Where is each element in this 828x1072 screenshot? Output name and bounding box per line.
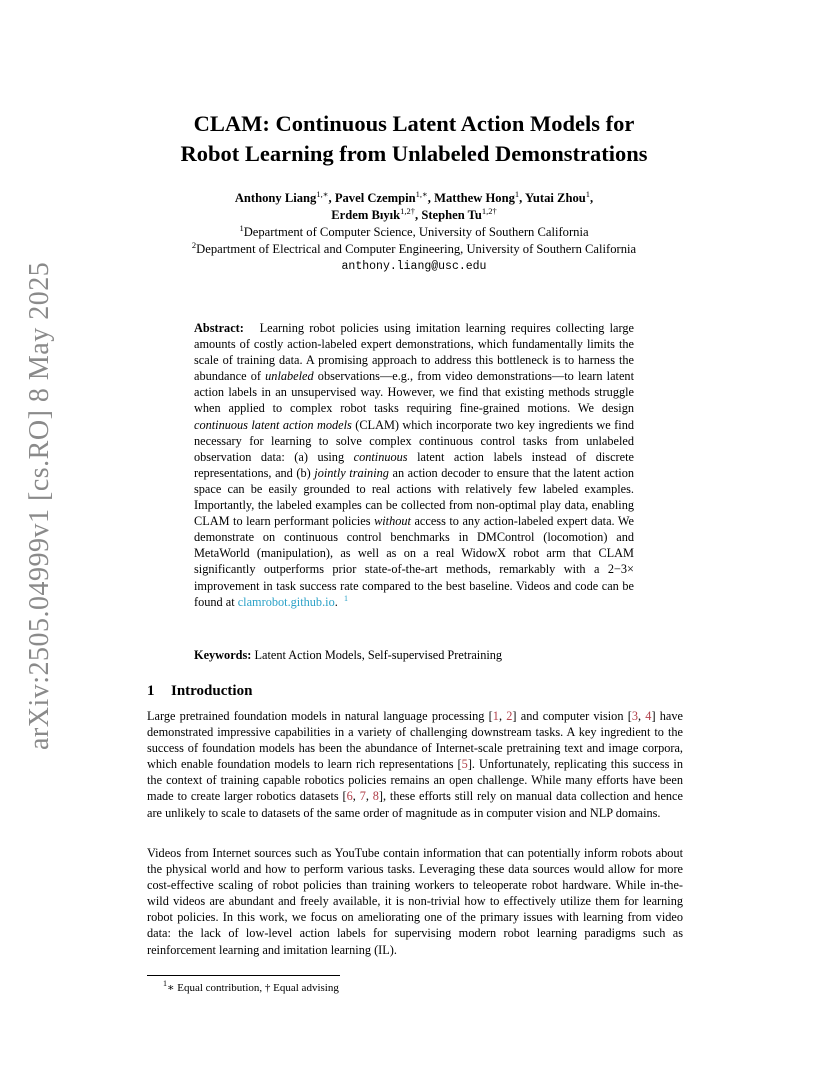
- keywords-text: Latent Action Models, Self-supervised Pretraining: [254, 648, 503, 662]
- citation-link[interactable]: 5: [461, 757, 468, 772]
- author-name: Yutai Zhou: [524, 191, 586, 205]
- author-name: Matthew Hong: [434, 191, 515, 205]
- title-line-2: Robot Learning from Unlabeled Demonstrations: [180, 141, 648, 166]
- author-block: [0, 190, 828, 275]
- paper-title: [0, 109, 828, 169]
- citation-link[interactable]: 2: [506, 709, 513, 723]
- author-affil-mark: 1: [514, 189, 520, 199]
- footnote-number: 1: [163, 979, 167, 988]
- title-line-1: CLAM: Continuous Latent Action Models for: [193, 111, 635, 136]
- author-affil-mark: 1,2†: [400, 206, 416, 216]
- footnote-marker[interactable]: 1: [343, 593, 348, 603]
- citation-link[interactable]: 6: [346, 789, 353, 804]
- citation-link[interactable]: 3: [631, 709, 638, 723]
- citation-link[interactable]: 8: [372, 789, 379, 804]
- author-name: Pavel Czempin: [334, 191, 416, 205]
- intro-paragraph-1: Large pretrained foundation models in natural language processing [1, 2] and computer vision [3, 4] have demonstrated impressive capabilities in a variety of challenging downstream tasks. A key ingredient to the success of foundation models has been the abundance of Internet-scale pretraining text and image corpora, which enable foundation models to learn rich representations [5]. Unfortunately, replicating this success in the context of training capable robotics policies remains an open challenge. While many efforts have been made to create larger robotics datasets [6, 7, 8], these efforts still rely on manual data collection and hence are unlikely to scale to datasets of the same order of magnitude as in computer vision and NLP domains.: [147, 709, 683, 820]
- citation-link[interactable]: 7: [359, 789, 366, 804]
- abstract-label: Abstract:: [194, 321, 244, 335]
- section-heading: [147, 683, 252, 700]
- author-names-line-2: Erdem Bıyık$^{1,2\dagger}$, Stephen $Tu^{1,2\dagger}$: [331, 206, 497, 222]
- keywords-label: Keywords:: [194, 648, 252, 662]
- author-affil-mark: 1,∗: [415, 189, 428, 199]
- section-title: Introduction: [171, 683, 253, 699]
- footnote-divider: [147, 975, 340, 976]
- author-name: Anthony Liang: [234, 191, 317, 205]
- contact-email: anthony.liang@usc.edu: [341, 260, 487, 273]
- citation-link[interactable]: 1: [492, 709, 499, 723]
- intro-paragraph-2: Videos from Internet sources such as YouTube contain information that can potentially inform robots about the physical world and how to perform various tasks. Leveraging these data sources would allow for more cost-effective scaling of robot policies than training workers to teleoperate robot hardware. While in-the-wild videos are abundant and freely available, it is non-trivial how to effectively utilize them for learning robot policies. In this work, we focus on ameliorating one of the primary issues with learning from video data: the lack of low-level action labels for supervising modern robot learning paradigms such as reinforcement learning and imitation learning (IL).: [147, 846, 683, 957]
- citation-link[interactable]: 4: [645, 709, 652, 723]
- footnote-text: ∗ Equal contribution, † Equal advising: [167, 982, 339, 994]
- author-affil-mark: 1,∗: [316, 189, 329, 199]
- affiliation-2: $^2$Department of Electrical and Computer Engineering, University of Southern California: [191, 240, 637, 256]
- arxiv-identifier: arXiv:2505.04999v1 [cs.RO] 8 May 2025: [24, 261, 55, 750]
- section-number: 1: [147, 683, 155, 699]
- keywords: [194, 647, 634, 663]
- author-names-line-1: Anthony Liang$^{1,∗}$, Pavel Czempin$^{1,∗}$, Matthew Hong$^1$, Yutai Zhou$^1$,: [234, 189, 594, 205]
- author-affil-mark: 1: [585, 189, 591, 199]
- affiliation-1: $^1$Department of Computer Science, University of Southern California: [239, 223, 589, 239]
- project-website-link[interactable]: clamrobot.github.io: [237, 594, 335, 609]
- author-affil-mark: 1,2†: [481, 206, 497, 216]
- abstract: Abstract: Learning robot policies using imitation learning requires collecting large amounts of costly action-labeled expert demonstrations, which fundamentally limits the scale of training data. A promising approach to address this bottleneck is to harness the abundance of unlabeled observations—e.g., from video demonstrations—to learn latent action labels in an unsupervised way. However, we find that existing methods struggle when applied to complex robot tasks requiring fine-grained motions. We design continuous latent action models (CLAM) which incorporate two key ingredients we find necessary for learning to solve complex continuous control tasks from unlabeled observation data: (a) using continuous latent action labels instead of discrete representations, and (b) jointly training an action decoder to ensure that the latent action space can be easily grounded to real actions with relatively few labeled examples. Importantly, the labeled examples can be collected from non-optimal play data, enabling CLAM to learn performant policies without access to any action-labeled expert data. We demonstrate on continuous control benchmarks in DMControl (locomotion) and MetaWorld (manipulation), as well as on a real WidowX robot arm that CLAM significantly outperforms prior state-of-the-art methods, remarkably with a 2−3× improvement in task success rate compared to the best baseline. Videos and code can be found at clamrobot.github.io. $^1$: [194, 321, 635, 609]
- footnote: [163, 981, 339, 995]
- author-name: Erdem Bıyık: [331, 208, 401, 222]
- author-name: Stephen Tu: [421, 208, 482, 222]
